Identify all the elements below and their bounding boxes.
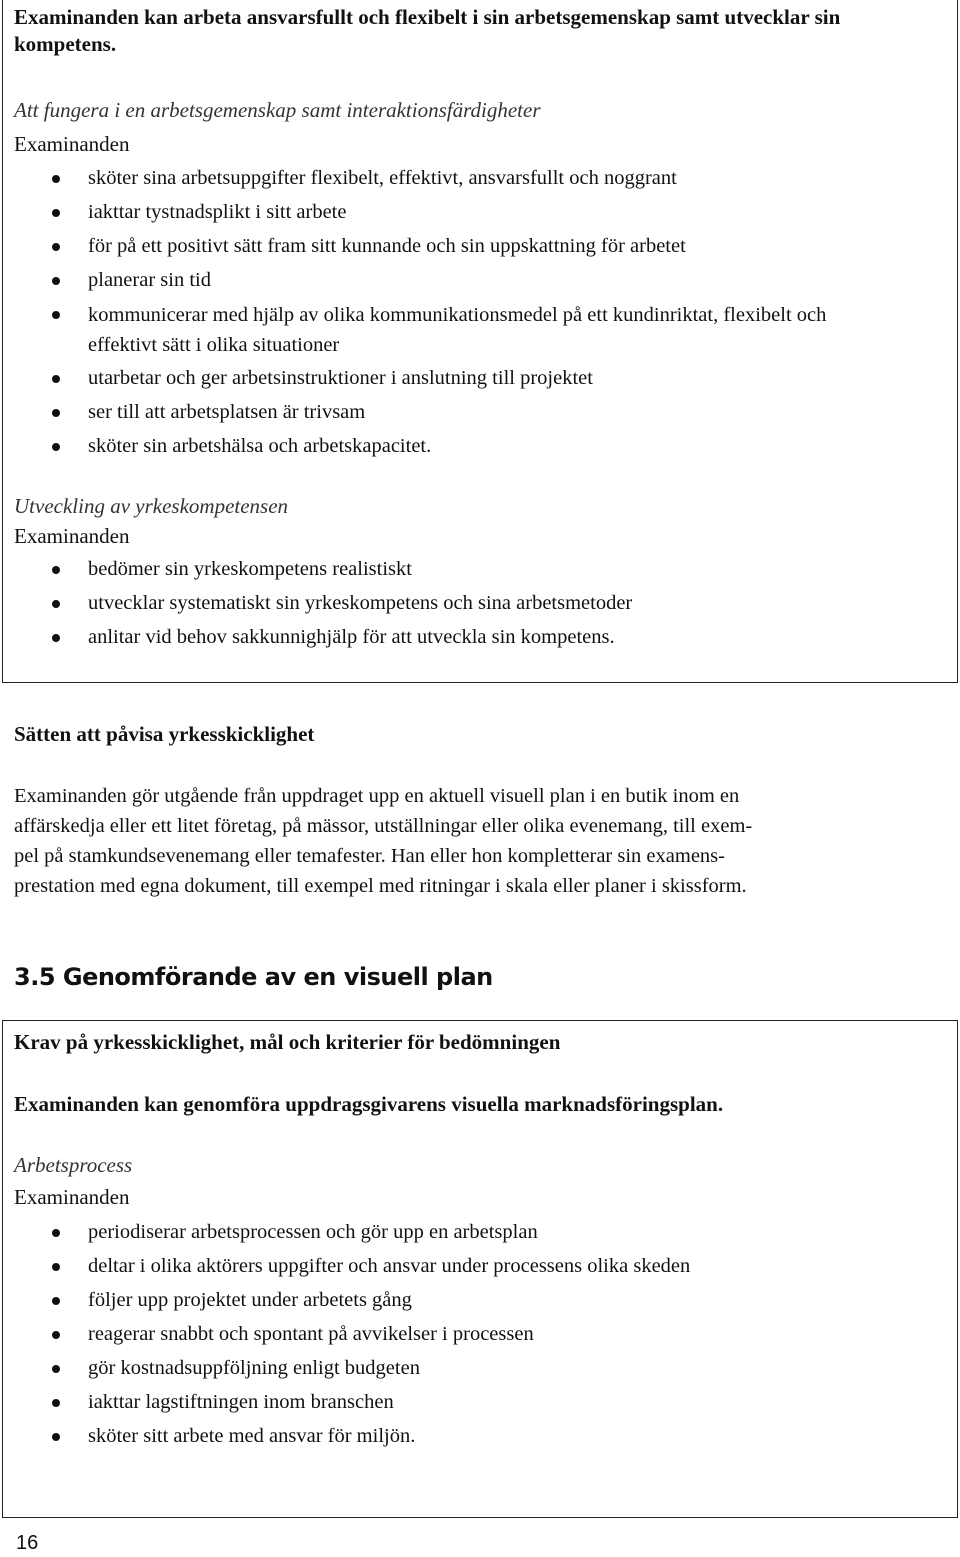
list-item: ser till att arbetsplatsen är trivsam: [48, 398, 928, 432]
list-item: deltar i olika aktörers uppgifter och ansvar under processens olika skeden: [48, 1252, 928, 1286]
section-subject: Examinanden: [14, 524, 130, 548]
list-item: sköter sitt arbete med ansvar för miljön.: [48, 1422, 928, 1456]
section-heading-3-5: 3.5 Genomförande av en visuell plan: [14, 963, 493, 991]
list-item: för på ett positivt sätt fram sitt kunnande och sin uppskattning för arbetet: [48, 232, 928, 266]
section-title-work-community: Att fungera i en arbetsgemenskap samt interaktionsfärdigheter: [14, 98, 541, 122]
list-item: reagerar snabbt och spontant på avvikelser i processen: [48, 1320, 928, 1354]
professional-development-list: [48, 555, 928, 657]
paragraph-line: prestation med egna dokument, till exempel med ritningar i skala eller planer i skissform.: [14, 875, 747, 897]
list-item: gör kostnadsuppföljning enligt budgeten: [48, 1354, 928, 1388]
paragraph-line: Examinanden gör utgående från uppdraget upp en aktuell visuell plan i en butik inom en: [14, 785, 740, 807]
list-item: sköter sina arbetsuppgifter flexibelt, effektivt, ansvarsfullt och noggrant: [48, 164, 928, 198]
list-item: utvecklar systematiskt sin yrkeskompetens och sina arbetsmetoder: [48, 589, 928, 623]
process-subject: Examinanden: [14, 1185, 130, 1209]
page-number: 16: [16, 1532, 39, 1554]
list-item: iakttar tystnadsplikt i sitt arbete: [48, 198, 928, 232]
work-community-list: [48, 164, 928, 466]
methods-paragraph: [14, 781, 954, 901]
process-title: Arbetsprocess: [14, 1153, 133, 1177]
paragraph-line: affärskedja eller ett litet företag, på mässor, utställningar eller olika evenemang, till exem-: [14, 815, 753, 837]
list-item: bedömer sin yrkeskompetens realistiskt: [48, 555, 928, 589]
methods-heading: Sätten att påvisa yrkesskicklighet: [14, 722, 315, 746]
paragraph-line: pel på stamkundsevenemang eller temafester. Han eller hon kompletterar sin examens-: [14, 845, 725, 867]
list-item: sköter sin arbetshälsa och arbetskapacitet.: [48, 432, 928, 466]
list-item: följer upp projektet under arbetets gång: [48, 1286, 928, 1320]
list-item: iakttar lagstiftningen inom branschen: [48, 1388, 928, 1422]
list-item: anlitar vid behov sakkunnighjälp för att utveckla sin kompetens.: [48, 623, 928, 657]
section-subject: Examinanden: [14, 132, 130, 156]
requirements-heading: Krav på yrkesskicklighet, mål och kriterier för bedömningen: [14, 1030, 561, 1054]
goal-statement: Examinanden kan genomföra uppdragsgivarens visuella marknadsföringsplan.: [14, 1092, 724, 1116]
list-item: kommunicerar med hjälp av olika kommunikationsmedel på ett kundinriktat, flexibelt och effektivt sätt i olika situationer: [48, 300, 888, 364]
list-item: planerar sin tid: [48, 266, 928, 300]
list-item: periodiserar arbetsprocessen och gör upp en arbetsplan: [48, 1218, 928, 1252]
list-item: utarbetar och ger arbetsinstruktioner i anslutning till projektet: [48, 364, 928, 398]
section-title-professional-development: Utveckling av yrkeskompetensen: [14, 494, 289, 518]
intro-statement: Examinanden kan arbeta ansvarsfullt och flexibelt i sin arbetsgemenskap samt utvecklar sin kompetens.: [14, 5, 841, 56]
process-list: [48, 1218, 928, 1456]
